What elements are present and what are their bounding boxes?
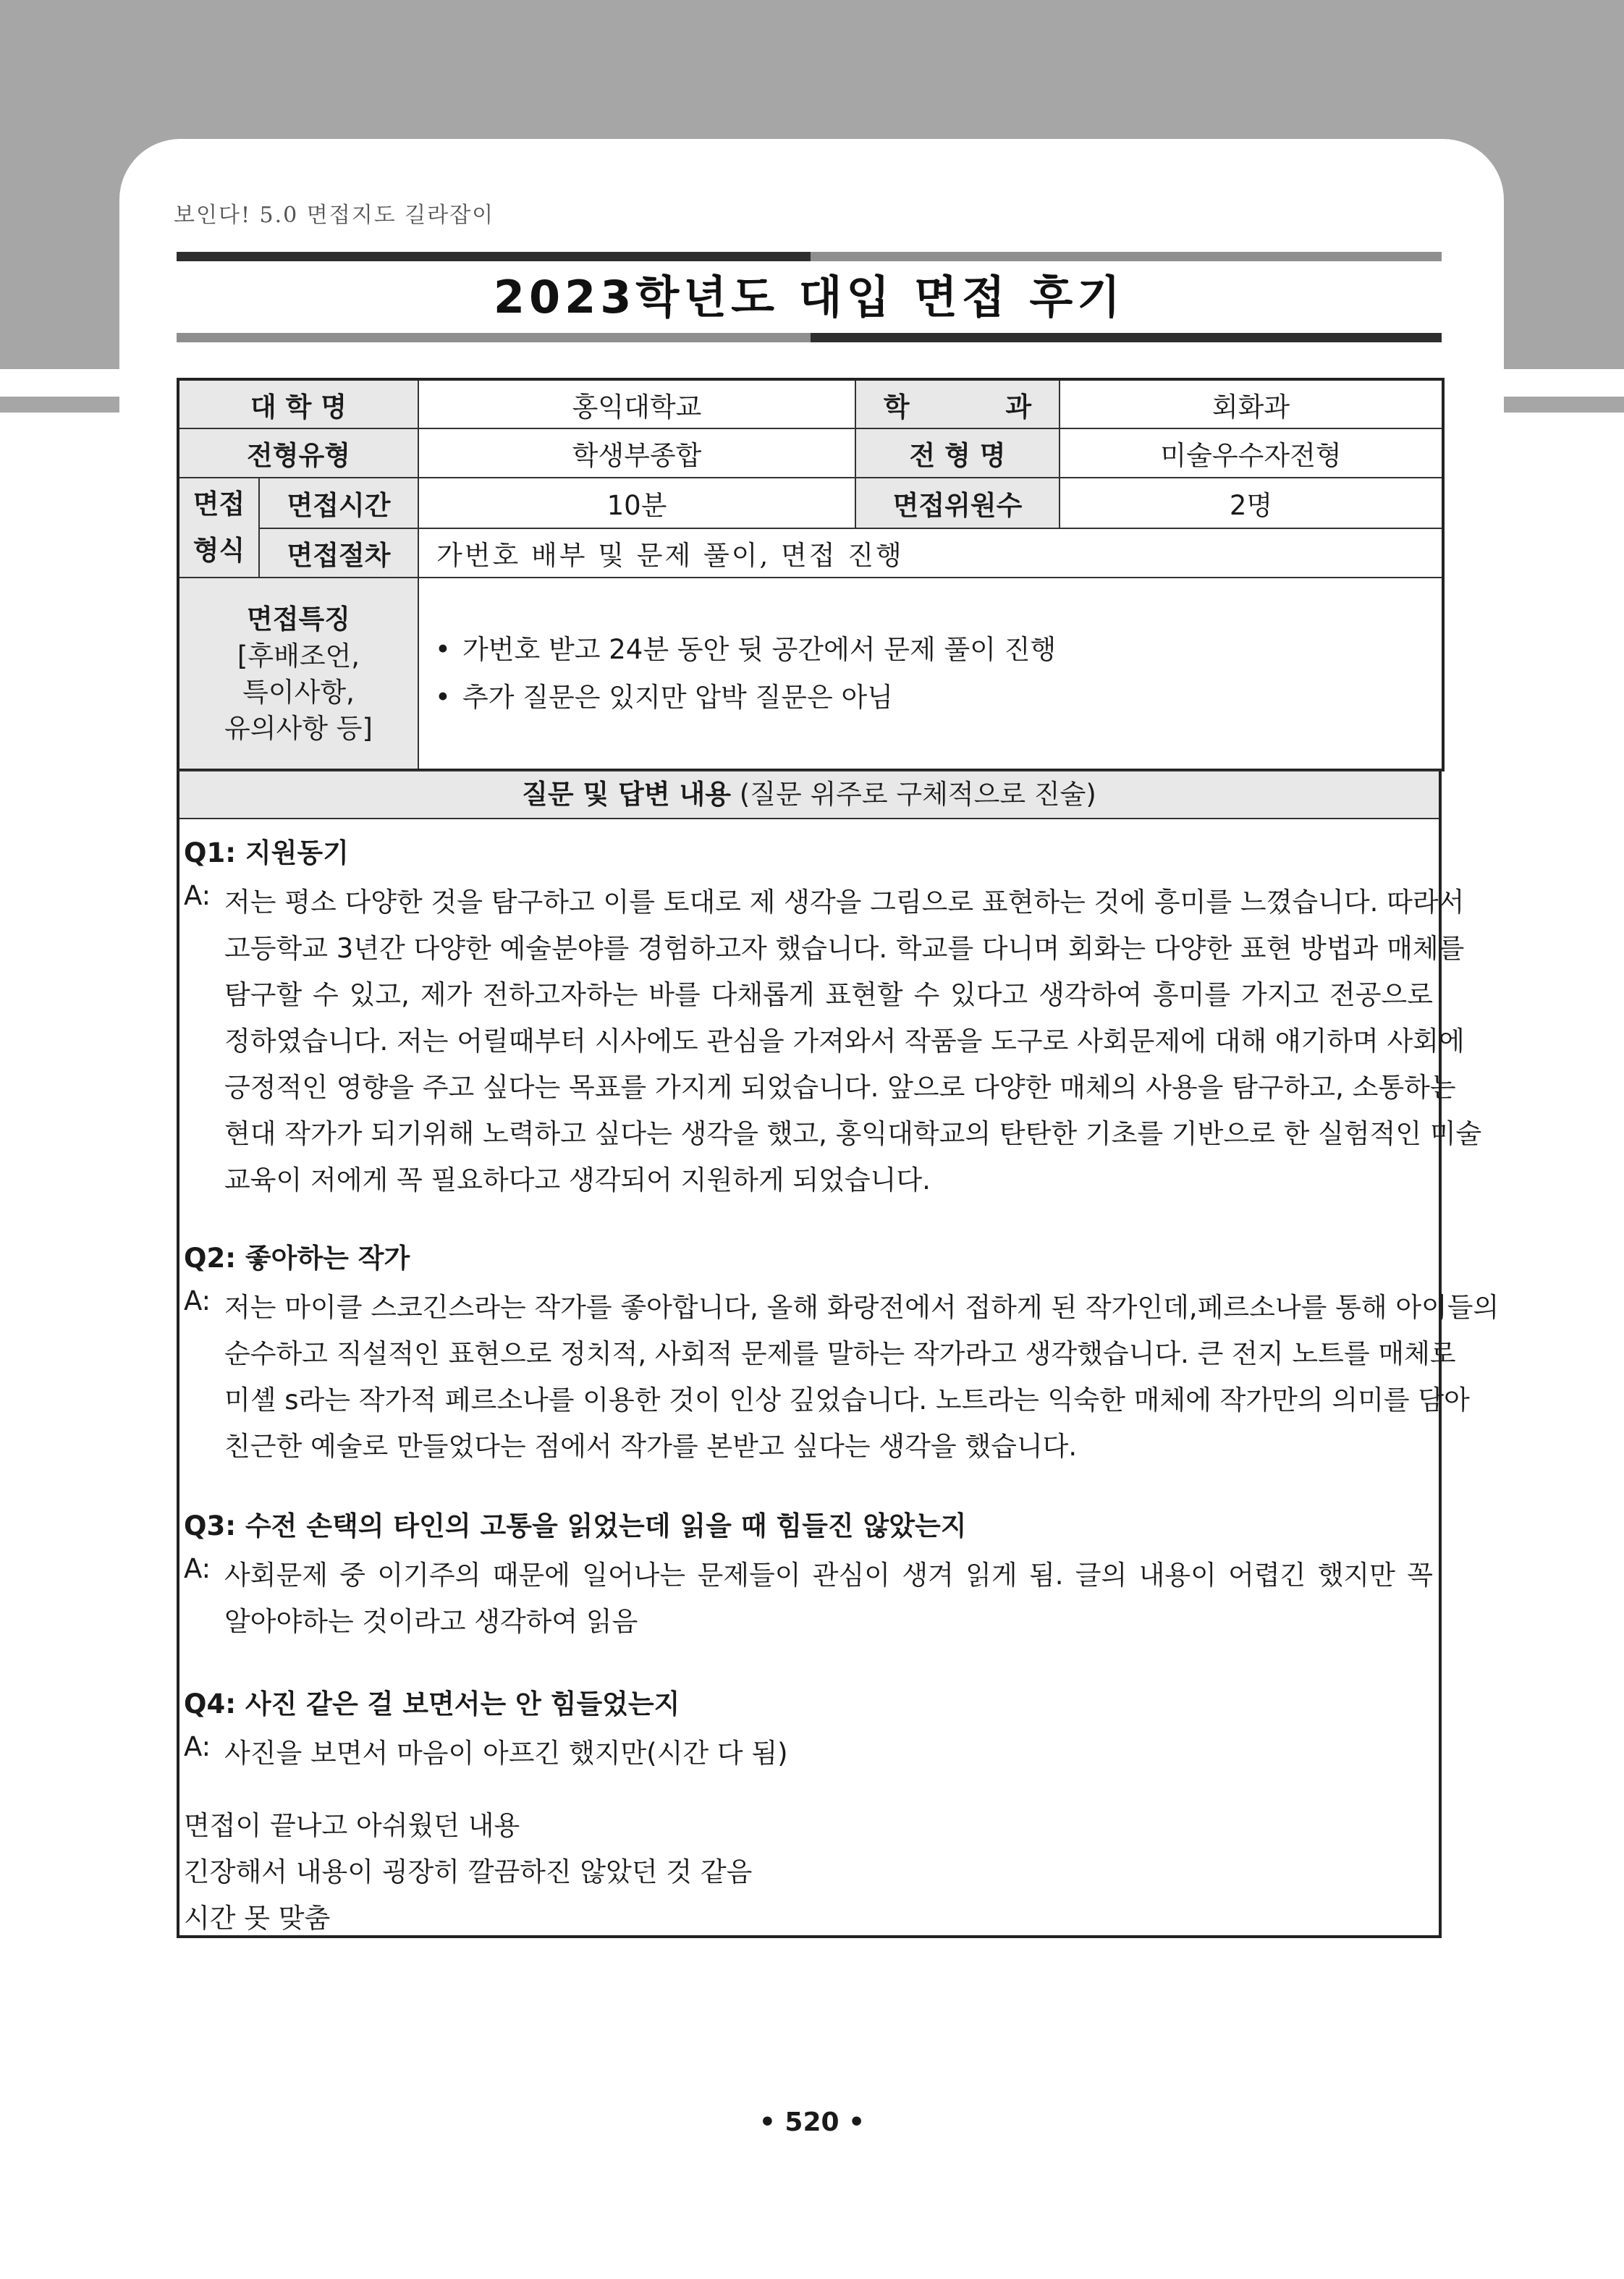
admission-name-value: 미술우수자전형 — [1060, 428, 1443, 478]
title-rule-bottom-right — [811, 333, 1442, 342]
document-title: 2023학년도 대입 면접 후기 — [493, 271, 1125, 324]
answer-2-line-4: 친근한 예술로 만들었다는 점에서 작가를 본받고 싶다는 생각을 했습니다. — [224, 1431, 1078, 1462]
answer-1-line-4: 정하였습니다. 저는 어릴때부터 시사에도 관심을 가져와서 작품을 도구로 사회문제에 대해 얘기하며 사회에 — [224, 1026, 1465, 1057]
page-number: • 520 • — [758, 2107, 866, 2137]
table-row — [178, 528, 1443, 578]
answer-3-line-2: 알아야하는 것이라고 생각하여 읽음 — [224, 1606, 638, 1637]
department-label-text: 학 과 — [883, 391, 1075, 423]
answer-1-line-3: 탐구할 수 있고, 제가 전하고자하는 바를 다채롭게 표현할 수 있다고 생각하여 흥미를 가지고 전공으로 — [224, 979, 1433, 1010]
note-line-3: 시간 못 맞춤 — [184, 1903, 331, 1934]
answer-prefix: A: — [184, 1731, 211, 1762]
title-rule-bottom-left — [177, 333, 811, 342]
format-label-line2: 형식 — [193, 535, 245, 566]
features-sub-1: [후배조언, — [237, 640, 360, 672]
answer-1-line-5: 긍정적인 영향을 주고 싶다는 목표를 가지게 되었습니다. 앞으로 다양한 매체의 사용을 탐구하고, 소통하는 — [224, 1072, 1456, 1103]
answer-3 — [184, 1553, 1433, 1647]
answer-4-line-1: 사진을 보면서 마음이 아프긴 했지만(시간 다 됨) — [224, 1738, 788, 1769]
interviewers-value: 2명 — [1060, 478, 1443, 528]
question-4: Q4: 사진 같은 걸 보면서는 안 힘들었는지 — [184, 1688, 680, 1720]
admission-type-value: 학생부종합 — [418, 428, 855, 478]
answer-3-line-1: 사회문제 중 이기주의 때문에 일어나는 문제들이 관심이 생겨 읽게 됨. 글의 내용이 어렵긴 했지만 꼭 — [224, 1560, 1433, 1591]
qa-content-box — [177, 818, 1500, 1938]
procedure-label: 면접절차 — [259, 528, 418, 578]
features-sub-3: 유의사항 등] — [224, 712, 373, 744]
admission-name-label: 전 형 명 — [855, 428, 1060, 478]
table-row — [178, 578, 1443, 770]
answer-1-line-2: 고등학교 3년간 다양한 예술분야를 경험하고자 했습니다. 학교를 다니며 회화는 다양한 표현 방법과 매체를 — [224, 933, 1465, 964]
answer-1-line-1: 저는 평소 다양한 것을 탐구하고 이를 토대로 제 생각을 그림으로 표현하는 것에 흥미를 느꼈습니다. 따라서 — [224, 887, 1465, 918]
interview-info-table — [177, 378, 1445, 771]
features-sub-2: 특이사항, — [242, 676, 355, 708]
answer-2-line-2: 순수하고 직설적인 표현으로 정치적, 사회적 문제를 말하는 작가라고 생각했습니다. 큰 전지 노트를 매체로 — [224, 1338, 1456, 1369]
features-list — [419, 626, 1442, 722]
time-value: 10분 — [418, 478, 855, 528]
question-3: Q3: 수전 손택의 타인의 고통을 읽었는데 읽을 때 힘들진 않았는지 — [184, 1510, 967, 1542]
answer-prefix: A: — [184, 1553, 211, 1584]
answer-prefix: A: — [184, 880, 211, 911]
note-line-2: 긴장해서 내용이 굉장히 깔끔하진 않았던 것 같음 — [184, 1856, 753, 1887]
answer-prefix: A: — [184, 1285, 211, 1316]
right-margin-bar — [1504, 397, 1624, 413]
list-item: • 가번호 받고 24분 동안 뒷 공간에서 문제 풀이 진행 — [435, 626, 1442, 674]
qa-section-header — [177, 770, 1442, 819]
table-row — [178, 379, 1443, 428]
title-rule-top-right — [811, 252, 1442, 261]
time-label: 면접시간 — [259, 478, 418, 528]
department-label — [855, 379, 1075, 428]
table-row — [178, 478, 1443, 528]
procedure-value: 가번호 배부 및 문제 풀이, 면접 진행 — [418, 528, 1443, 578]
answer-1-line-6: 현대 작가가 되기위해 노력하고 싶다는 생각을 했고, 홍익대학교의 탄탄한 기초를 기반으로 한 실험적인 미술 — [224, 1118, 1482, 1149]
format-label-line1: 면접 — [193, 489, 245, 520]
table-row — [178, 428, 1443, 478]
features-label: 면접특징 — [247, 603, 350, 635]
answer-2-line-3: 미셸 s라는 작가적 페르소나를 이용한 것이 인상 깊었습니다. 노트라는 익숙한 매체에 작가만의 의미를 담아 — [224, 1384, 1470, 1416]
features-label-cell — [178, 578, 418, 770]
running-header: 보인다! 5.0 면접지도 길라잡이 — [174, 203, 495, 228]
answer-1 — [184, 880, 1482, 1227]
note-line-1: 면접이 끝나고 아쉬웠던 내용 — [184, 1810, 520, 1841]
qa-header-note: (질문 위주로 구체적으로 진술) — [731, 779, 1096, 810]
interviewers-label: 면접위원수 — [855, 478, 1060, 528]
question-2: Q2: 좋아하는 작가 — [184, 1243, 410, 1274]
answer-2 — [184, 1285, 1500, 1473]
university-value: 홍익대학교 — [418, 379, 855, 428]
left-margin-bar — [0, 397, 119, 413]
format-label — [178, 478, 259, 578]
qa-header-bold: 질문 및 답변 내용 — [522, 779, 731, 810]
admission-type-label: 전형유형 — [178, 428, 418, 478]
list-item: • 추가 질문은 있지만 압박 질문은 아님 — [435, 674, 1442, 722]
department-value: 회화과 — [1060, 379, 1443, 428]
university-label: 대 학 명 — [178, 379, 418, 428]
question-1: Q1: 지원동기 — [184, 837, 349, 868]
answer-4 — [184, 1731, 1433, 1777]
answer-1-line-7: 교육이 저에게 꼭 필요하다고 생각되어 지원하게 되었습니다. — [224, 1164, 931, 1196]
features-value — [418, 578, 1443, 770]
answer-2-line-1: 저는 마이클 스코긴스라는 작가를 좋아합니다, 올해 화랑전에서 접하게 된 작가인데,페르소나를 통해 아이들의 — [224, 1292, 1500, 1323]
title-rule-top-left — [177, 252, 811, 261]
